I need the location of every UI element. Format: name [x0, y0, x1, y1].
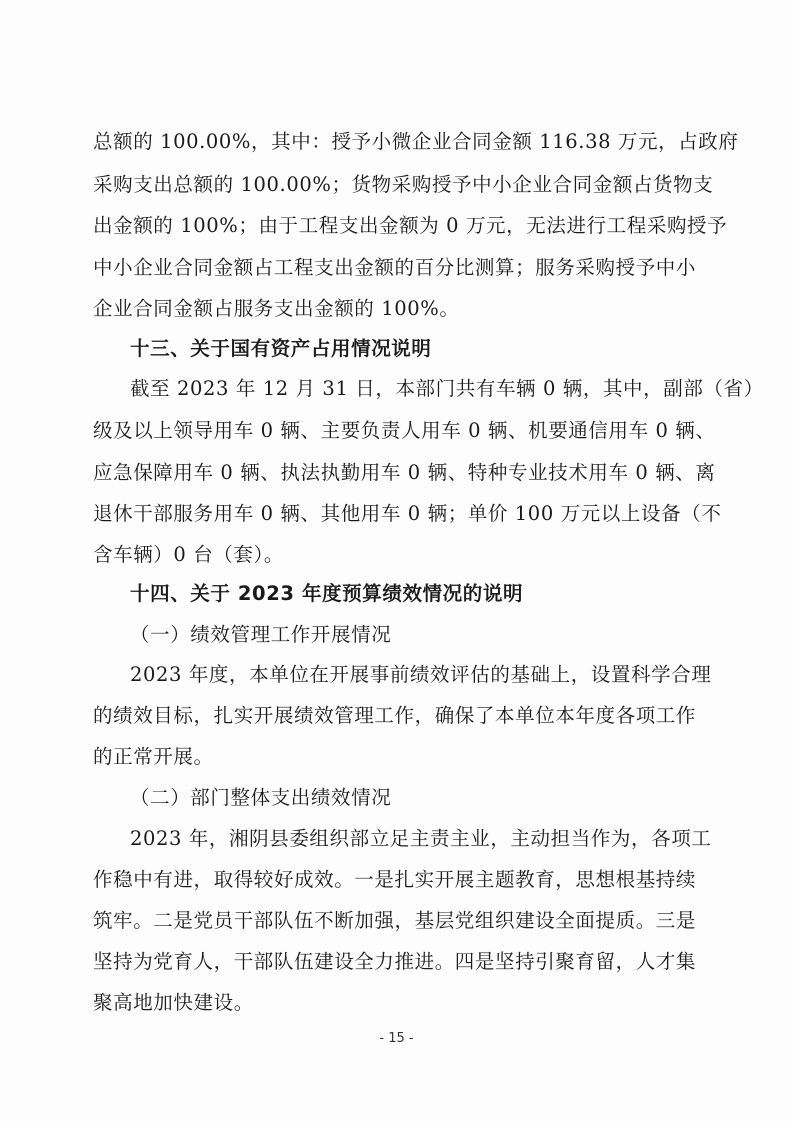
paragraph-line: 作稳中有进，取得较好成效。一是扎实开展主题教育，思想根基持续 [93, 868, 697, 891]
section-heading-13: 十三、关于国有资产占用情况说明 [130, 337, 432, 360]
paragraph-line: 的绩效目标，扎实开展绩效管理工作，确保了本单位本年度各项工作 [93, 704, 697, 727]
paragraph-line: 中小企业合同金额占工程支出金额的百分比测算；服务采购授予中小 [93, 256, 697, 279]
paragraph-line: 含车辆）0 台（套）。 [93, 543, 284, 566]
paragraph-line: 采购支出总额的 100.00%；货物采购授予中小企业合同金额占货物支 [93, 173, 714, 196]
paragraph-line: 2023 年度，本单位在开展事前绩效评估的基础上，设置科学合理 [130, 663, 712, 686]
paragraph-line: 出金额的 100%；由于工程支出金额为 0 万元，无法进行工程采购授予 [93, 214, 728, 237]
paragraph-line: 总额的 100.00%，其中：授予小微企业合同金额 116.38 万元，占政府 [93, 130, 739, 153]
paragraph-line: 退休干部服务用车 0 辆、其他用车 0 辆；单价 100 万元以上设备（不 [93, 502, 722, 525]
paragraph-line: 2023 年，湘阴县委组织部立足主责主业，主动担当作为，各项工 [130, 827, 712, 850]
paragraph-line: 坚持为党育人，干部队伍建设全力推进。四是坚持引聚育留，人才集 [93, 950, 697, 973]
paragraph-line: 聚高地加快建设。 [93, 991, 254, 1014]
paragraph-line: 应急保障用车 0 辆、执法执勤用车 0 辆、特种专业技术用车 0 辆、离 [93, 461, 716, 484]
paragraph-line: 筑牢。二是党员干部队伍不断加强，基层党组织建设全面提质。三是 [93, 909, 697, 932]
page-number: - 15 - [379, 1031, 414, 1046]
paragraph-line: 级及以上领导用车 0 辆、主要负责人用车 0 辆、机要通信用车 0 辆、 [93, 419, 716, 442]
paragraph-line: 截至 2023 年 12 月 31 日，本部门共有车辆 0 辆，其中，副部（省） [130, 377, 764, 400]
paragraph-line: 企业合同金额占服务支出金额的 100%。 [93, 297, 460, 320]
section-heading-14: 十四、关于 2023 年度预算绩效情况的说明 [130, 582, 524, 605]
paragraph-line: 的正常开展。 [93, 745, 214, 768]
subsection-heading-1: （一）绩效管理工作开展情况 [130, 623, 392, 646]
subsection-heading-2: （二）部门整体支出绩效情况 [130, 786, 392, 809]
